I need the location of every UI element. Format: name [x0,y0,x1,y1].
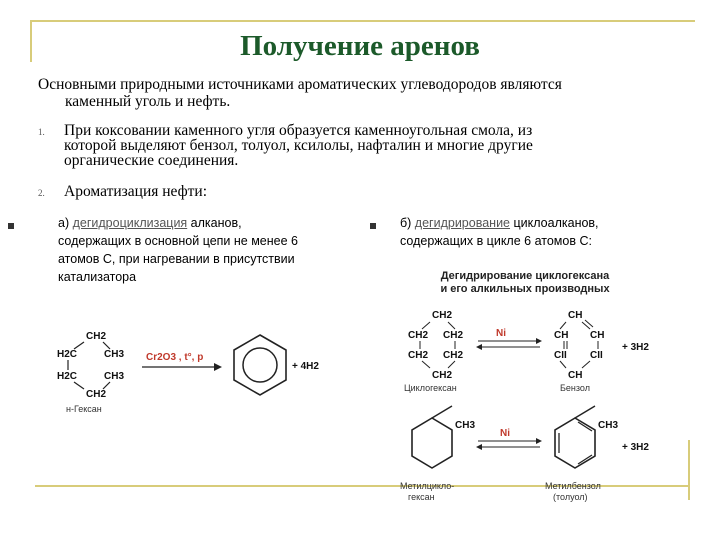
formula-cii: CII [590,350,603,361]
benzene-ring [234,335,286,395]
formula-ch2: CH2 [408,350,429,361]
catalyst-label: Ni [500,428,510,439]
method-b-rest: циклоалканов, [510,216,599,230]
double-bond [582,361,590,368]
formula-ch: CH [568,310,583,321]
bond [432,406,452,418]
methylcyclohexane-caption: Метилцикло- [400,481,455,491]
formula-ch2: CH2 [86,331,107,342]
formula-ch2: CH2 [443,350,464,361]
arrow-head [476,344,482,350]
formula-ch: CH [568,370,583,381]
scheme-heading-line: Дегидрирование циклогексана [440,270,610,282]
scheme-heading-line: и его алкильных производных [440,283,610,295]
intro-line-2: каменный уголь и нефть. [65,93,231,110]
method-a-rest: алканов, [187,216,242,230]
cyclohexane-caption: Циклогексан [404,383,457,393]
bond [560,322,566,329]
benzene-ring [555,418,595,468]
formula-h2c: H2C [57,371,78,382]
bond [448,322,455,329]
hydrogen-product: + 4H2 [292,361,319,372]
method-a-line: атомов С, при нагревании в присутствии [58,252,295,266]
scheme-b2 [400,406,649,502]
formula-ch2: CH2 [432,310,453,321]
method-b-line: содержащих в цикле 6 атомов С: [400,234,592,248]
formula-ch3: CH3 [104,349,125,360]
item-number: 1. [38,127,45,137]
bond [448,361,455,368]
catalyst-label: Cr2O3 , t°, p [146,352,204,363]
bond [74,342,84,349]
benzene-caption: Бензол [560,383,590,393]
methylcyclohexane-caption: гексан [408,492,435,502]
arrow-head [476,444,482,450]
method-a-line: содержащих в основной цепи не менее 6 [58,234,298,248]
scheme-b1 [404,310,649,393]
method-a-prefix: а) [58,216,73,230]
formula-ch3: CH3 [455,420,476,431]
formula-ch: CH [554,330,569,341]
hydrogen-product: + 3H2 [622,342,649,353]
arrow-head [536,438,542,444]
method-b-link[interactable]: дегидрирование [414,216,511,230]
item-number: 2. [38,188,45,198]
formula-ch3: CH3 [104,371,125,382]
slide-title: Получение аренов [240,30,480,62]
bond [575,406,595,418]
bond [74,382,84,389]
scheme-a [57,331,319,414]
formula-ch2: CH2 [408,330,429,341]
formula-h2c: H2C [57,349,78,360]
method-b-prefix: б) [400,216,415,230]
method-a-line: катализатора [58,270,137,284]
intro-line-1: Основными природными источниками ароматических углеводородов являются [38,76,562,93]
item-line: которой выделяют бензол, толуол, ксилолы, нафталин и многие другие [64,137,533,154]
hexane-caption: н-Гексан [66,404,102,414]
formula-ch3: CH3 [598,420,619,431]
bond [103,342,110,349]
arrow-head [536,338,542,344]
toluene-caption: (толуол) [553,492,588,502]
bond [560,361,566,368]
toluene-caption: Метилбензол [545,481,601,491]
catalyst-label: Ni [496,328,506,339]
bond [103,382,110,389]
item-line: При коксовании каменного угля образуется каменноугольная смола, из [64,122,533,139]
hydrogen-product: + 3H2 [622,442,649,453]
formula-ch2: CH2 [86,389,107,400]
item-line: Ароматизация нефти: [64,183,208,200]
method-a-link[interactable]: дегидроциклизация [72,216,188,230]
formula-ch2: CH2 [432,370,453,381]
cyclohexane-ring [412,418,452,468]
formula-cii: CII [554,350,567,361]
item-line: органические соединения. [64,152,239,169]
bond [422,361,430,368]
bond [422,322,430,329]
formula-ch: CH [590,330,605,341]
arrow-head [214,363,222,371]
formula-ch2: CH2 [443,330,464,341]
aromatic-circle [243,348,277,382]
